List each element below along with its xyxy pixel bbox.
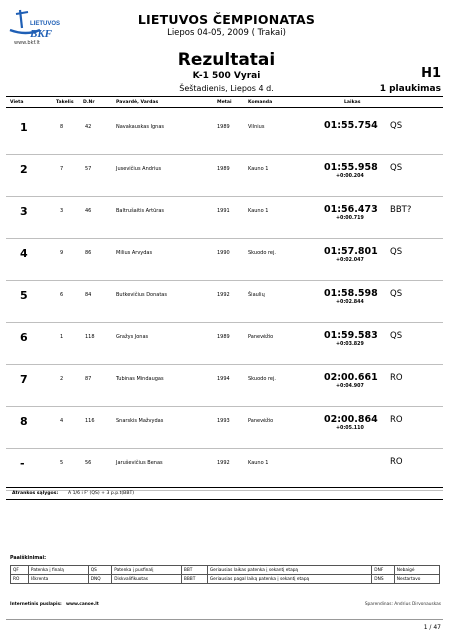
row-qual: QS (390, 163, 403, 173)
row-bib: 118 (85, 334, 95, 340)
row-bib: 56 (85, 460, 92, 466)
legend-description: Iškrenta (28, 575, 88, 584)
event-date: Šeštadienis, Liepos 4 d. (179, 84, 274, 93)
table-row (6, 109, 443, 155)
row-time: 01:55.958 (324, 162, 378, 173)
row-bib: 84 (85, 292, 92, 298)
row-bib: 57 (85, 166, 92, 172)
legend-code: QF (11, 566, 29, 575)
row-year: 1993 (217, 418, 230, 424)
row-year: 1994 (217, 376, 230, 382)
row-bib: 46 (85, 208, 92, 214)
row-qual: QS (390, 121, 403, 131)
row-place: 1 (20, 121, 28, 134)
legend-description: Geriausias pagal laiką patenka į sekantį etapą (207, 575, 371, 584)
row-time: 01:59.583 (324, 330, 378, 341)
logo-url: www.bkf.lt (14, 40, 40, 46)
qualification-text: A 1/6 i F' (QS) + 3 p.p.t(BBT) (68, 491, 135, 496)
row-diff: +0:00.719 (336, 216, 364, 221)
page-number: 1 / 47 (423, 624, 441, 631)
row-lane: 8 (60, 124, 64, 130)
row-qual: RO (390, 415, 403, 425)
row-place: - (20, 457, 25, 470)
footer-divider (6, 619, 443, 620)
row-place: 4 (20, 247, 28, 260)
table-row (6, 193, 443, 239)
table-row (6, 277, 443, 323)
col-name: Pavardė, Vardas (116, 100, 159, 105)
col-place: Vieta (10, 100, 24, 105)
table-row (6, 319, 443, 365)
row-bib: 87 (85, 376, 92, 382)
col-lane: Takelis (56, 100, 74, 105)
table-row (6, 235, 443, 281)
table-row (6, 151, 443, 197)
col-bib: D.Nr (83, 100, 95, 105)
row-year: 1990 (217, 250, 230, 256)
legend-description: Diskvalifikuotas (112, 575, 182, 584)
table-row (6, 403, 443, 449)
col-year: Metai (217, 100, 232, 105)
row-year: 1989 (217, 124, 230, 130)
legend-description: Geriausias laikas patenka į sekantį etapą (207, 566, 371, 575)
row-qual: RO (390, 457, 403, 467)
row-year: 1992 (217, 292, 230, 298)
legend-code: BBT (181, 566, 207, 575)
legend-code: QS (88, 566, 111, 575)
legend-title: Paaiškinimai: (10, 556, 47, 561)
row-diff: +0:02.844 (336, 300, 364, 305)
row-qual: QS (390, 247, 403, 257)
row-name: Jusevičius Andrius (116, 166, 162, 172)
row-team: Skuodo rej. (248, 376, 276, 382)
row-name: Milius Arvydas (116, 250, 153, 256)
row-team: Panevėžio (248, 418, 274, 424)
table-row (6, 361, 443, 407)
row-diff: +0:00.204 (336, 174, 364, 179)
row-name: Tubinas Mindaugas (116, 376, 164, 382)
row-lane: 6 (60, 292, 64, 298)
row-year: 1992 (217, 460, 230, 466)
row-bib: 42 (85, 124, 92, 130)
row-team: Panevėžio (248, 334, 274, 340)
legend-description: Nebaigė (394, 566, 439, 575)
legend-row (11, 575, 440, 584)
row-team: Kauno 1 (248, 460, 269, 466)
row-team: Šiaulių (248, 292, 265, 298)
legend-code: RO (11, 575, 29, 584)
row-lane: 1 (60, 334, 64, 340)
row-place: 7 (20, 373, 28, 386)
row-time: 01:57.801 (324, 246, 378, 257)
legend-table (10, 565, 440, 584)
row-name: Butkevičius Donatas (116, 292, 167, 298)
row-lane: 4 (60, 418, 64, 424)
championship-title: LIETUVOS ČEMPIONATAS (137, 12, 316, 27)
row-name: Baltrušaitis Artūras (116, 208, 165, 214)
row-name: Snarskis Mažvydas (116, 418, 164, 424)
row-time: 02:00.661 (324, 372, 378, 383)
row-team: Kauno 1 (248, 208, 269, 214)
row-place: 8 (20, 415, 28, 428)
row-name: Jaruševičius Benas (116, 460, 163, 466)
row-time: 02:00.864 (324, 414, 378, 425)
table-row (6, 445, 443, 491)
svg-text:BKF: BKF (30, 28, 53, 40)
row-diff: +0:05.110 (336, 426, 364, 431)
col-time: Laikas (344, 100, 361, 105)
legend-code: DNS (372, 575, 394, 584)
row-lane: 2 (60, 376, 64, 382)
row-qual: RO (390, 373, 403, 383)
qualification-conditions (6, 487, 443, 500)
row-time: 01:55.754 (324, 120, 378, 131)
legend-row (11, 566, 440, 575)
row-place: 5 (20, 289, 28, 302)
legend-description: Patenka į finalą (28, 566, 88, 575)
legend-code: BBBT (181, 575, 207, 584)
row-year: 1989 (217, 166, 230, 172)
footer-website-link[interactable]: www.canoe.lt (66, 602, 99, 607)
legend-description: Patenka į pusfinalį (112, 566, 182, 575)
legend-description: Nestartavo (394, 575, 439, 584)
row-lane: 3 (60, 208, 64, 214)
results-title: Rezultatai (177, 50, 276, 70)
row-diff: +0:02.047 (336, 258, 364, 263)
row-team: Kauno 1 (248, 166, 269, 172)
row-qual: QS (390, 331, 403, 341)
event-name: K-1 500 Vyrai (192, 71, 261, 81)
col-team: Komanda (248, 100, 273, 105)
heat-count: 1 plaukimas (379, 84, 441, 94)
row-name: Gražys Jonas (116, 334, 149, 340)
row-place: 6 (20, 331, 28, 344)
row-team: Vilnius (248, 124, 265, 130)
row-name: Navakauskas Ignas (116, 124, 165, 130)
legend-code: DNQ (88, 575, 111, 584)
row-year: 1989 (217, 334, 230, 340)
row-diff: +0:04.907 (336, 384, 364, 389)
row-year: 1991 (217, 208, 230, 214)
row-lane: 5 (60, 460, 64, 466)
championship-dates: Liepos 04-05, 2009 ( Trakai) (167, 28, 286, 38)
row-place: 2 (20, 163, 28, 176)
qualification-label: Atrankos sąlygos: (12, 491, 59, 496)
row-bib: 86 (85, 250, 92, 256)
row-lane: 9 (60, 250, 64, 256)
row-lane: 7 (60, 166, 64, 172)
svg-text:LIETUVOS: LIETUVOS (30, 21, 61, 27)
row-qual: QS (390, 289, 403, 299)
row-place: 3 (20, 205, 28, 218)
legend-code: DNF (372, 566, 394, 575)
row-qual: BBT? (390, 205, 412, 215)
results-table-header (6, 96, 443, 108)
row-team: Skuodo rej. (248, 250, 276, 256)
row-bib: 116 (85, 418, 95, 424)
row-diff: +0:03.829 (336, 342, 364, 347)
footer-author: Sparendinas: Andrius Dirvonauskas (364, 602, 441, 607)
footer-website-label: Internetinis puslapis: (10, 602, 62, 607)
row-time: 01:58.598 (324, 288, 378, 299)
row-time: 01:56.473 (324, 204, 378, 215)
heat-label: H1 (421, 66, 441, 81)
